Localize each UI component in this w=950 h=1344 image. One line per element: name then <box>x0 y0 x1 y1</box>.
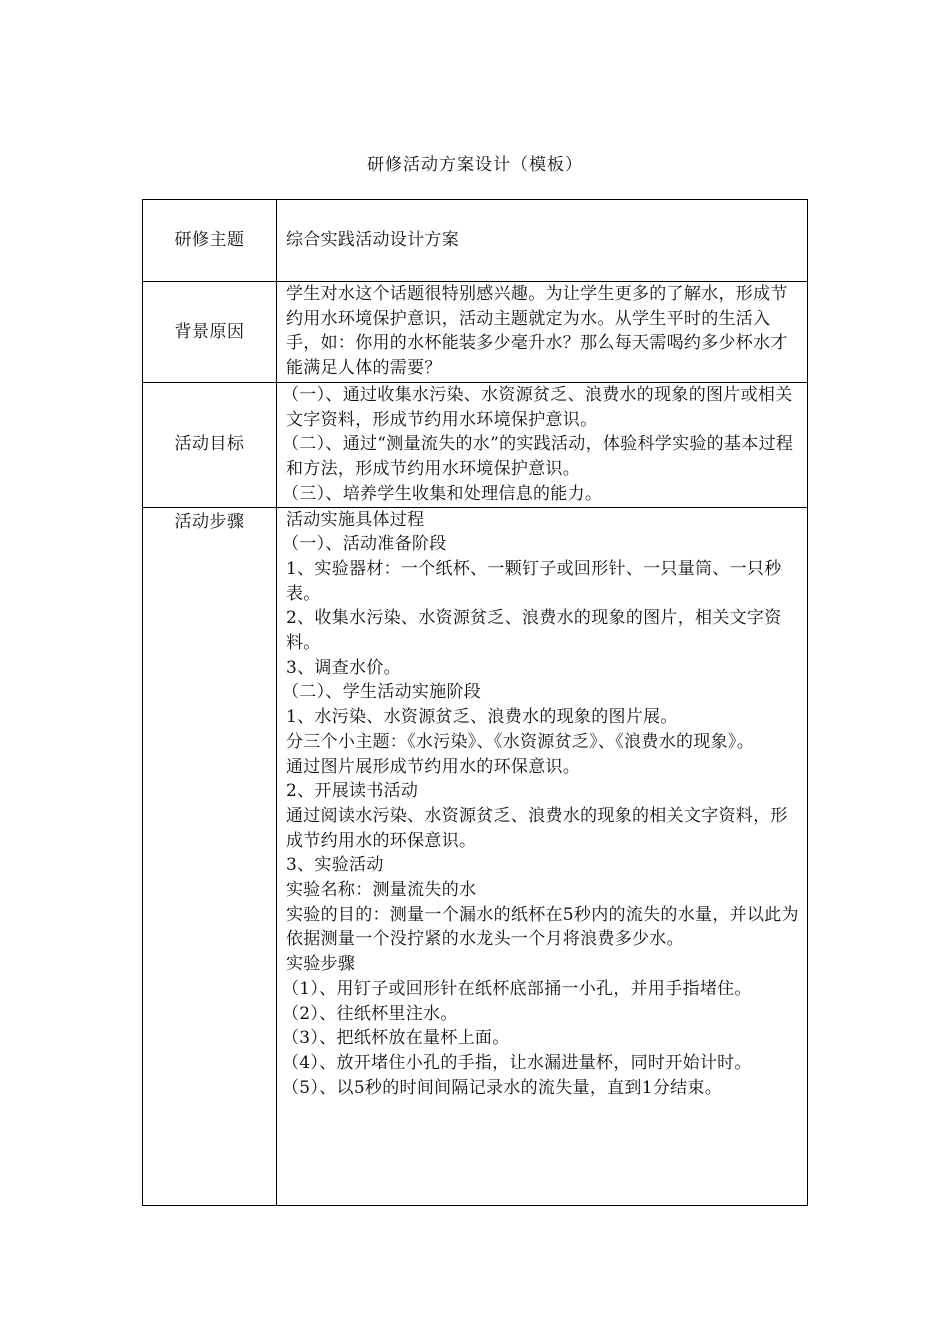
plan-table <box>142 199 808 1206</box>
steps-label: 活动步骤 <box>143 507 277 1205</box>
document-title: 研修活动方案设计（模板） <box>367 155 583 175</box>
step-line: 通过图片展形成节约用水的环保意识。 <box>286 756 581 777</box>
table-row-topic <box>143 200 808 282</box>
step-line: 分三个小主题：《水污染》、《水资源贫乏》、《浪费水的现象》。 <box>286 731 754 752</box>
topic-label: 研修主题 <box>143 200 277 282</box>
table-row-steps <box>143 507 808 1205</box>
step-line: 2、收集水污染、水资源贫乏、浪费水的现象的图片，相关文字资料。 <box>286 608 782 654</box>
step-line: 1、实验器材：一个纸杯、一颗钉子或回形针、一只量筒、一只秒表。 <box>286 558 782 604</box>
table-row-goals <box>143 383 808 508</box>
step-line: （2）、往纸杯里注水。 <box>282 1003 458 1024</box>
background-value: 学生对水这个话题很特别感兴趣。为让学生更多的了解水，形成节约用水环境保护意识，活动主题就定为水。从学生平时的生活入手，如：你用的水杯能装多少毫升水？那么每天需喝约多少杯水才能满足人体的需要？ <box>277 282 808 383</box>
step-line: 通过阅读水污染、水资源贫乏、浪费水的现象的相关文字资料，形成节约用水的环保意识。 <box>286 805 788 851</box>
goals-label: 活动目标 <box>143 383 277 508</box>
step-line: （4）、放开堵住小孔的手指，让水漏进量杯，同时开始计时。 <box>282 1052 752 1073</box>
goal-item: （二）、通过“测量流失的水”的实践活动，体验科学实验的基本过程和方法，形成节约用水环境保护意识。 <box>282 434 794 480</box>
step-line: （3）、把纸杯放在量杯上面。 <box>282 1028 510 1049</box>
goals-value <box>277 383 808 508</box>
step-line: （5）、以5秒的时间间隔记录水的流失量，直到1分结束。 <box>282 1077 723 1098</box>
goal-item: （三）、培养学生收集和处理信息的能力。 <box>282 483 603 504</box>
goal-item: （一）、通过收集水污染、水资源贫乏、浪费水的现象的图片或相关文字资料，形成节约用水环境保护意识。 <box>282 385 793 430</box>
step-line: 1、水污染、水资源贫乏、浪费水的现象的图片展。 <box>286 707 678 728</box>
steps-value <box>277 507 808 1205</box>
step-line: 2、开展读书活动 <box>286 781 419 802</box>
step-line: （一）、活动准备阶段 <box>282 534 447 555</box>
step-line: 实验步骤 <box>286 954 356 975</box>
step-line: （二）、学生活动实施阶段 <box>282 682 482 703</box>
topic-value: 综合实践活动设计方案 <box>277 200 808 282</box>
step-line: 3、调查水价。 <box>286 657 401 678</box>
table-row-background <box>143 282 808 383</box>
step-line: 实验的目的：测量一个漏水的纸杯在5秒内的流失的水量，并以此为依据测量一个没拧紧的水龙头一个月将浪费多少水。 <box>286 904 799 950</box>
step-line: 3、实验活动 <box>286 855 384 876</box>
step-line: 实验名称：测量流失的水 <box>286 880 477 901</box>
step-line: （1）、用钉子或回形针在纸杯底部捅一小孔，并用手指堵住。 <box>282 978 752 999</box>
step-line: 活动实施具体过程 <box>286 509 425 530</box>
background-label: 背景原因 <box>143 282 277 383</box>
